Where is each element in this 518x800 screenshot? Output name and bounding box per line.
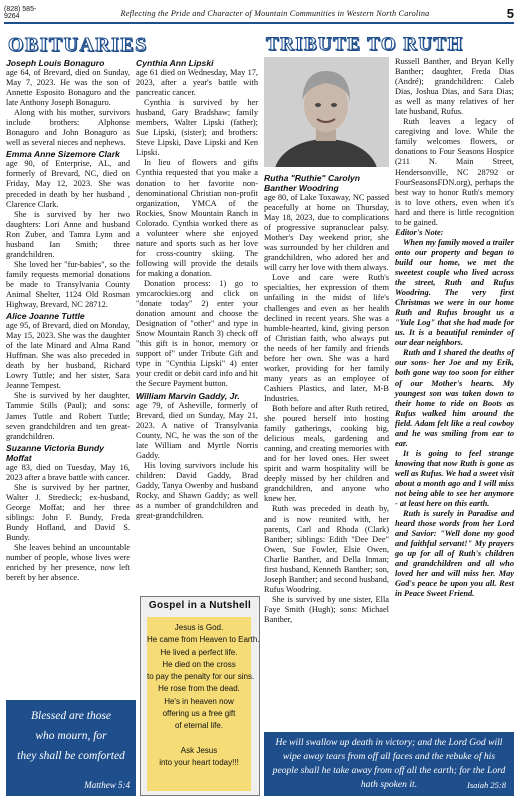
obituaries-title: OBITUARIES [8,34,148,56]
obituary-text: She is survived by her daughter, Tammie Stills (Paul); and sons: James Tuttle and Robert Tuttle; seven grandchildren and ten great-grandchildren. [6,391,130,441]
gospel-line: offering us a free gift [162,709,236,719]
obituary-text: She is survived by her partner, Walter J. Stredieck; ex-husband, George Moffat; and her three siblings: John F. Bundy, Freda Bundy Hofland, and David S. Bundy. [6,482,130,542]
phone-number: (828) 585-9264 [4,6,37,20]
obituary-text: age 90, of Enterprise, AL, and formerly of Brevard, NC, died on Friday, May 12, 2023. She was preceded in death by her husband , Clarence Clark. [6,159,130,209]
obituary-text: She loved her "fur-babies", so the family requests memorial donations be made to Transylvania County Animal Shelter, 1124 Old Rosman Highway, Brevard, NC 28712. [6,259,130,310]
tribute-text: Ruth leaves a legacy of caregiving and love. While the family welcomes flowers, or donations to Four Seasons Hospice (211 N. Main Street, Hendersonville, NC 28792 or FourSeasonsFDN.org), perhaps the best way to honor Ruth's memory is to love others, even when it's hard and there is little recognition to be gained. [395,117,514,227]
tribute-text: Love and care were Ruth's specialties, her expression of them unfailing in the midst of life's challenges and even as her health declined in recent years. She was a humble-hearted, kind, giving person of Christian faith, who always put the needs of her family and friends before her own. She was a hard worker, providing for her family many years as an employee of Cashiers Plastics, and later, M-B Industries. [264,273,389,403]
quote-line: Blessed are those [30,710,112,722]
obituary-text: She leaves behind an uncountable number of people, whose lives were enriched by her presence, now left bereft by her absence. [6,543,130,583]
obituary-name: Suzanne Victoria Bundy Moffat [6,442,105,463]
scripture-quote-matthew [6,700,136,796]
obituary-text: Cynthia is survived by her husband, Gary Bradshaw; family members, Walter Lipski (father); Sue Lipski, (sister); and brothers: Steve Lipski, Dave Lipski and Ken Lipski. [136,98,258,158]
obituary-text: She is survived by her two daughters: Lori Anne and husband Ron Zuber, and Tamra Lynn and husband Ian Smith; three grandchildren. [6,209,130,259]
gospel-line: He's in heaven now [164,696,234,706]
tribute-column-1 [264,172,389,625]
quote-text: He will swallow up death in victory; and the Lord God will wipe away tears from off all faces and the rebuke of his people shall he take away from off all the earth; for the Lord hath spoken it. [272,737,506,790]
tribute-name: Rutha "Ruthie" Carolyn Banther Woodring [264,173,360,193]
obituary-text: In lieu of flowers and gifts Cynthia requested that you make a donation to her favorite non-denominational Christian non-profit organization, YMCA of the Rockies, Snow Mountain Ranch in Colorado. Cynthia worked there as a volunteer where she enjoyed nature and sports such as her love for cross-country skiing. The following will provide the details for making a donation. [136,158,258,278]
gospel-box [140,596,260,796]
tribute-text: She is survived by one sister, Ella Faye Smith (Hugh); sons: Michael Banther, [264,594,389,624]
header-tagline: Reflecting the Pride and Character of Mountain Communities in Western North Carolina [120,8,430,18]
editors-note-label: Editor's Note: [395,227,444,237]
editors-note-text: It is going to feel strange knowing that now Ruth is gone as well as Rufus. We had a sweet visit about a month ago and I will miss not being able to see her anymore - at least here on this earth. [395,448,514,509]
obituary-text: Along with his mother, survivors include brothers: Alphonse Bonaguro and John Bonaguro as well as several nieces and nephews. [6,108,130,148]
editors-note-text: Ruth and I shared the deaths of our sons- her Joe and my Erik, both gone way too soon for either of our Mother's hearts. My youngest son was taken down to their home to ride on Boots as Rufus walked him around the field. Adam felt like a real cowboy and he was smiling from ear to ear. [395,348,514,448]
tribute-text: age 80, of Lake Toxaway, NC passed peacefully at home on Thursday, May 18, 2023, due to complications of progressive supranuclear palsy. Mother's Day weekend prior, she was surrounded by her children and grandchildren, who adored her and will carry her love with them always. [264,193,389,273]
portrait-image [264,57,389,167]
obituary-name: Emma Anne Sizemore Clark [6,149,120,160]
quote-line: they shall be comforted [17,750,125,762]
obituary-text: age 95, of Brevard, died on Monday, May 15, 2023. She was the daughter of the late Minard and Alma Rand Huffman. She was also preceded in death by her husband, Richard Lowry Tuttle; and her sister, Sara Jeanne Tempest. [6,321,130,391]
page-header [4,4,514,24]
quote-reference: Matthew 5:4 [84,780,130,790]
portrait-photo [264,57,389,167]
tribute-text: Both before and after Ruth retired, she poured herself into hosting family gatherings, cooking big, delicious meals, gardening and canning, and creating memories with and for her loved ones. Her sweet spirit and warm hospitality will be deeply missed by her children and grandchildren, and anyone who knew her. [264,403,389,504]
editors-note [395,238,514,600]
tribute-title: TRIBUTE TO RUTH [266,34,464,55]
obituary-text: age 79, of Asheville, formerly of Brevard, died on Sunday, May 21, 2023. A native of Transylvania County, NC, he was the son of the late William and Myrtle Norris Gaddy. [136,400,258,460]
gospel-line: He came from Heaven to Earth. [147,635,260,645]
editors-note-text: When my family moved a trailer onto our property and began to build our home, we met the sweetest couple who lived across the street, Ruth and Rufus Woodring. The very first Christmas we were in our home Ruth and Rufus brought us a "Yule Log" that she had made for us. It is a beautiful reminder of our dear neighbors. [395,237,514,348]
obituary-name: William Marvin Gaddy, Jr. [136,390,240,401]
quote-reference: Isaiah 25:8 [467,780,506,790]
scripture-quote-isaiah [264,732,514,796]
obituary-text: His loving survivors include his children: David Gaddy, Brad Gaddy, Tanya Owenby and husband Rocky, and Shawn Gaddy; as well as a number of grandchildren and great-grandchildren. [136,460,258,521]
tribute-text: Russell Banther, and Bryan Kelly Banther; daughter, Freda Dias (André); grandchildren: Caleb Dias, Joshua Dias, and Sara Dias; as well as many relatives of her late husband, Rufus. [395,57,514,117]
tribute-column-2 [395,57,514,600]
tribute-text: Ruth was preceded in death by, and is now reunited with, her parents, Carl and Rhoda (Clark) Banther; siblings: Edith "Dee Dee" Owen, Sue Fowler, Elsie Owen, Charlie Banther, and Della Inman; first husband, Kenneth Banther; son, Joseph Banther; and second husband, Rufus Woodring. [264,504,389,594]
quote-line: who mourn, for [35,730,107,742]
gospel-line: to pay the penalty for our sins. [147,672,255,682]
editors-note-text: Ruth is surely in Paradise and heard those words from her Lord and Savior: "Well done my good and faithful servant!" My prayers go up for all of Ruth's children and grandchildren and all who loved her and will miss her. May God's peace be upon you all. Rest in Peace Sweet Friend. [395,509,514,599]
obituary-text: Donation process: 1) go to ymcarockies.org and click on "donate today" 2) enter your donation amount and choose the Designation of "other" and type in Snow Mountain Ranch 3) check off "this gift is in honor, memory or support of" under Tribute Gift and type in "Cynthia Lipski" 4) enter your credit or debit card info and hit the Secure Payment button. [136,278,258,389]
obituary-text: age 64, of Brevard, died on Sunday, May 7, 2023. He was the son of Annette Esposito Bonaguro and the late Anthony Joseph Bonaguro. [6,68,130,108]
gospel-text [147,617,260,791]
page-number: 5 [506,5,514,21]
obituary-name: Joseph Louis Bonaguro [6,58,105,68]
gospel-title: Gospel in a Nutshell [148,600,252,611]
gospel-line: Ask Jesus [180,745,218,755]
gospel-line: He rose from the dead. [158,684,240,694]
obituary-name: Alice Joanne Tuttle [6,311,85,322]
gospel-line: He lived a perfect life. [160,647,238,657]
gospel-line: of eternal life. [174,721,224,731]
gospel-line: into your heart today!!! [159,757,239,767]
obituary-column-1 [6,57,130,583]
obituary-column-2 [136,57,258,521]
obituary-name: Cynthia Ann Lipski [136,58,214,68]
obituary-text: age 61 died on Wednesday, May 17, 2023, after a year's battle with pancreatic cancer. [136,68,258,98]
gospel-spacer [147,733,251,745]
obituary-text: age 83, died on Tuesday, May 16, 2023 after a brave battle with cancer. [6,462,130,482]
gospel-line: Jesus is God. [174,623,224,632]
gospel-line: He died on the cross [162,659,236,669]
